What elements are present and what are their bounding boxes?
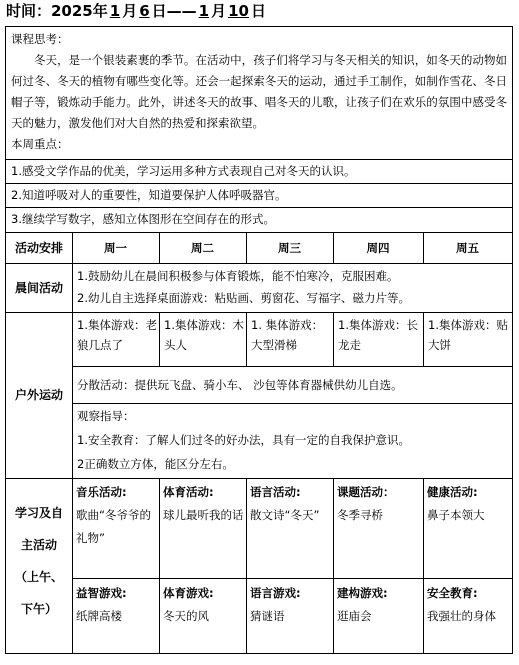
study-fri-am (427, 481, 511, 577)
outdoor-game-wed: 1. 集体游戏：大型滑梯 (251, 318, 324, 352)
study-title: 语言游戏: (250, 586, 301, 600)
study-title: 建构游戏: (337, 586, 388, 600)
range-separator: —— (166, 2, 197, 20)
start-day: 6 (139, 2, 150, 20)
study-content: 冬季寻桥 (337, 508, 383, 522)
study-title: 课题活动： (337, 485, 395, 499)
study-thu-am (337, 481, 422, 577)
day-thursday: 周四 (366, 241, 390, 255)
focus-item-2: 2.知道呼吸对人的重要性，知道要保护人体呼吸器官。 (11, 188, 287, 202)
study-mon-am (76, 481, 158, 577)
observe-line-2: 2正确数立方体，能区分左右。 (77, 457, 234, 471)
outdoor-label: 户外运动 (14, 388, 63, 402)
day-wednesday: 周三 (278, 241, 301, 255)
study-title: 体育游戏: (163, 586, 214, 600)
day-friday: 周五 (456, 241, 479, 255)
study-content: 纸牌高楼 (76, 609, 122, 623)
outdoor-game-tue: 1.集体游戏：木头人 (164, 318, 244, 352)
study-content: 歌曲“冬爷爷的礼物” (76, 508, 151, 545)
study-content: 散文诗“冬天” (250, 508, 320, 522)
outdoor-game-fri: 1.集体游戏：贴大饼 (428, 318, 508, 352)
study-thu-pm (337, 582, 422, 652)
month-label: 月 (122, 2, 138, 20)
study-content: 球儿最听我的话 (163, 508, 244, 522)
date-prefix: 时间：2025年 (6, 2, 108, 20)
study-fri-pm (427, 582, 511, 652)
study-label-line-3: （上午、 (14, 570, 63, 584)
date-header (6, 0, 266, 24)
observe-title: 观察指导： (77, 409, 135, 423)
start-month: 1 (109, 2, 121, 20)
study-content: 我强壮的身体 (427, 609, 496, 623)
focus-item-3: 3.继续学写数字，感知立体图形在空间存在的形式。 (11, 212, 275, 226)
study-title: 音乐活动: (76, 485, 127, 499)
study-label-line-2: 主活动 (20, 538, 57, 552)
study-mon-pm (76, 582, 158, 652)
morning-line-1: 1.鼓励幼儿在晨间积极参与体育锻炼，能不怕寒冷，克服困难。 (77, 269, 399, 283)
day-label: 日 (151, 2, 167, 20)
study-title: 体育活动: (163, 485, 214, 499)
day-monday: 周一 (104, 241, 127, 255)
end-day: 10 (228, 2, 249, 20)
study-label (6, 497, 72, 647)
study-content: 猜谜语 (250, 609, 285, 623)
focus-title: 本周重点： (11, 137, 69, 151)
study-title: 安全教育: (427, 586, 478, 600)
outdoor-free-play: 分散活动：提供玩飞盘、骑小车、 沙包等体育器械供幼儿自选。 (77, 378, 403, 392)
study-title: 语言活动: (250, 485, 301, 499)
focus-item-1: 1.感受文学作品的优美，学习运用多种方式表现自己对冬天的认识。 (11, 164, 356, 178)
weekly-plan-table (5, 26, 513, 654)
end-day-label: 日 (250, 2, 266, 20)
outdoor-game-thu: 1.集体游戏：长龙走 (338, 318, 418, 352)
observe-line-1: 1.安全教育：了解人们过冬的好办法，具有一定的自我保护意识。 (77, 433, 410, 447)
study-content: 鼻子本领大 (427, 508, 485, 522)
schedule-label: 活动安排 (14, 241, 63, 255)
study-wed-am (250, 481, 332, 577)
study-title: 益智游戏: (76, 586, 127, 600)
outdoor-game-mon: 1.集体游戏：老狼几点了 (77, 318, 157, 352)
study-content: 冬天的风 (163, 609, 209, 623)
study-title: 健康活动: (427, 485, 478, 499)
study-tue-am (163, 481, 245, 577)
course-title: 课程思考： (11, 32, 69, 46)
study-tue-pm (163, 582, 245, 652)
day-tuesday: 周二 (191, 241, 214, 255)
end-month: 1 (198, 2, 210, 20)
study-label-line-4: 下午） (20, 602, 57, 616)
study-wed-pm (250, 582, 332, 652)
morning-label: 晨间活动 (14, 281, 63, 295)
end-month-label: 月 (211, 2, 227, 20)
study-content: 逛庙会 (337, 609, 372, 623)
study-label-line-1: 学习及自 (14, 506, 63, 520)
morning-line-2: 2.幼儿自主选择桌面游戏：粘贴画、剪窗花、写福字、磁力片等。 (77, 291, 410, 305)
course-body: 冬天，是一个银装素裹的季节。在活动中，孩子们将学习与冬天相关的知识，如冬天的动物如何过冬、冬天的植物有哪些变化等。还会一起探索冬天的运动，通过手工制作，如制作雪花、冬日帽子等，锻炼动手能力。此外，讲述冬天的故事、唱冬天的儿歌，让孩子们在欢乐的氛围中感受冬天的魅力，激发他们对大自然的热爱和探索欲望。 (11, 53, 507, 130)
